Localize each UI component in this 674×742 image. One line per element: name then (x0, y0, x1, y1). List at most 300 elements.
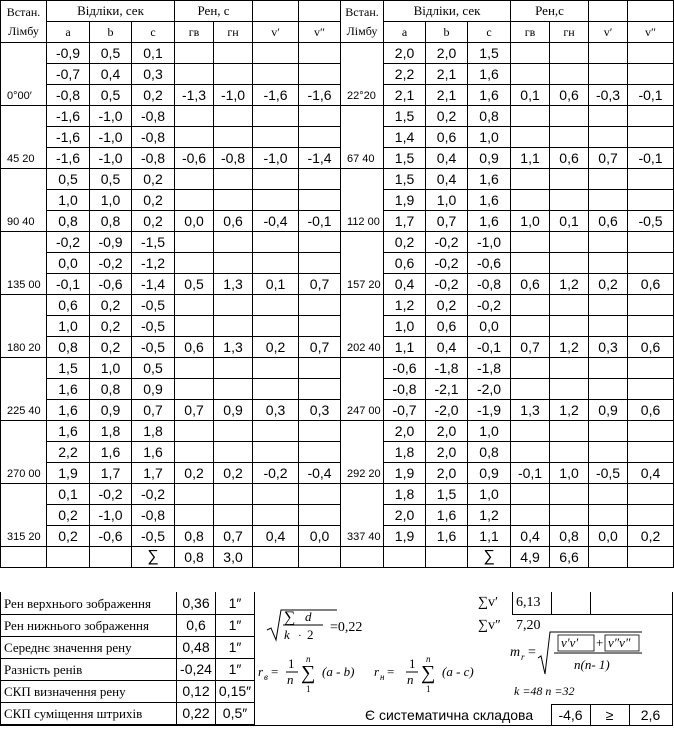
table-row (1, 526, 674, 547)
reading-c-left: 0,2 (132, 169, 175, 190)
reading-c-right: -1,9 (468, 400, 511, 421)
empty-gv-left (175, 169, 214, 190)
empty-gn-right (550, 421, 589, 442)
v2-right: 0,4 (628, 463, 674, 484)
empty-v2-right (628, 64, 674, 85)
svg-text:n: n (306, 654, 311, 664)
reading-b-left: 1,6 (90, 442, 132, 463)
empty-gv-left (175, 484, 214, 505)
empty-gv-left (175, 232, 214, 253)
reading-c-right: 1,6 (468, 85, 511, 106)
empty-gn-left (214, 64, 253, 85)
sys-grid-hline (551, 704, 673, 705)
reading-b-right: 2,0 (426, 463, 468, 484)
summary-unit: 1″ (228, 617, 242, 633)
table-row (1, 64, 674, 85)
table-row (1, 253, 674, 274)
reading-a-right: 2,1 (384, 85, 426, 106)
col-gv-left: гв (175, 22, 214, 43)
reading-b-left: 0,5 (90, 169, 132, 190)
reading-b-left: 0,8 (90, 379, 132, 400)
v2-left: -1,4 (299, 148, 341, 169)
svg-text:=: = (387, 664, 395, 679)
sums-empty-v2-right (628, 547, 674, 568)
v2-left: -1,6 (299, 85, 341, 106)
reading-b-left: 0,2 (90, 316, 132, 337)
reading-c-left: -0,5 (132, 526, 175, 547)
reading-a-left: 0,8 (47, 337, 90, 358)
summary-label: СКП суміщення штрихів (4, 706, 143, 721)
reading-a-right: 1,5 (384, 106, 426, 127)
summary-unit: 1″ (228, 639, 242, 655)
empty-v1-left (253, 442, 299, 463)
empty-v1-left (253, 43, 299, 64)
limb-setting-right: 112 00 (341, 169, 384, 232)
summary-border-left (0, 592, 1, 726)
col-gn-right: гн (550, 22, 589, 43)
reading-b-right: -0,2 (426, 232, 468, 253)
empty-v2-left (299, 421, 341, 442)
run-gv-right: 0,7 (511, 337, 550, 358)
svg-text:n(n- 1): n(n- 1) (574, 657, 610, 672)
sums-empty-left (90, 547, 132, 568)
run-header-right: Рен,с (511, 1, 589, 22)
col-v2-left: v″ (299, 22, 341, 43)
summary-label: Середнє значення рену (4, 640, 132, 655)
empty-gn-right (550, 190, 589, 211)
reading-c-left: 0,3 (132, 64, 175, 85)
run-gn-right: 0,1 (550, 211, 589, 232)
empty-v1-left (253, 106, 299, 127)
table-row (1, 106, 674, 127)
limb-setting-left: 270 00 (1, 421, 47, 484)
run-gv-left: 0,2 (175, 463, 214, 484)
empty-gv-left (175, 379, 214, 400)
empty-v1-right (589, 484, 628, 505)
reading-c-left: -0,5 (132, 316, 175, 337)
reading-a-right: 1,4 (384, 127, 426, 148)
reading-a-left: 1,0 (47, 316, 90, 337)
sum-gv-left: 0,8 (175, 547, 214, 568)
sums-empty-v2-left (299, 547, 341, 568)
empty-v2-left (299, 505, 341, 526)
summary-border-right (672, 592, 673, 726)
summary-row-divider (0, 636, 255, 637)
reading-c-right: 1,6 (468, 211, 511, 232)
empty-gn-right (550, 127, 589, 148)
empty-v2-left (299, 379, 341, 400)
empty-gn-right (550, 169, 589, 190)
empty-v2-left (299, 358, 341, 379)
sums-empty-left (47, 547, 90, 568)
empty-v1-left (253, 316, 299, 337)
empty-gv-right (511, 190, 550, 211)
reading-c-right: 0,0 (468, 316, 511, 337)
summary-label: Разність ренів (4, 662, 83, 677)
v2-left: 0,7 (299, 337, 341, 358)
col-gn-left: гн (214, 22, 253, 43)
summary-section (0, 592, 673, 726)
reading-c-left: -0,8 (132, 505, 175, 526)
run-gn-right: 0,6 (550, 148, 589, 169)
v1-left: 0,2 (253, 337, 299, 358)
summary-unit: 1″ (228, 595, 242, 611)
v2-right: 0,6 (628, 400, 674, 421)
reading-c-right: 0,9 (468, 148, 511, 169)
empty-v2-left (299, 484, 341, 505)
reading-b-right: 1,6 (426, 526, 468, 547)
empty-v2-left (299, 295, 341, 316)
svg-text:v″v″: v″v″ (608, 635, 631, 650)
reading-a-right: 1,0 (384, 316, 426, 337)
limb-setting-left: 90 40 (1, 169, 47, 232)
v2-header-left (299, 1, 341, 22)
reading-a-right: 0,4 (384, 274, 426, 295)
svg-text:d: d (305, 609, 312, 624)
reading-a-right: 2,0 (384, 421, 426, 442)
k-n-values: k =48 n =32 (514, 684, 575, 698)
empty-gn-left (214, 169, 253, 190)
table-row (1, 337, 674, 358)
sums-empty-v1-left (253, 547, 299, 568)
run-gv-right: 0,1 (511, 85, 550, 106)
col-gv-right: гв (511, 22, 550, 43)
empty-gv-left (175, 190, 214, 211)
empty-gn-right (550, 316, 589, 337)
reading-c-left: 0,2 (132, 190, 175, 211)
reading-c-right: -0,6 (468, 253, 511, 274)
reading-c-right: 1,2 (468, 505, 511, 526)
v2-right: 0,6 (628, 337, 674, 358)
run-gn-left: -1,0 (214, 85, 253, 106)
reading-a-left: -1,6 (47, 148, 90, 169)
empty-gv-right (511, 253, 550, 274)
empty-v2-right (628, 106, 674, 127)
run-gn-right: 1,2 (550, 400, 589, 421)
run-gn-left: 1,3 (214, 337, 253, 358)
reading-b-right: 0,4 (426, 169, 468, 190)
summary-label: СКП визначення рену (4, 684, 126, 699)
empty-v1-right (589, 421, 628, 442)
summary-unit-divider-b (254, 592, 255, 726)
v1-left: -1,6 (253, 85, 299, 106)
empty-gn-right (550, 484, 589, 505)
reading-a-right: 1,8 (384, 484, 426, 505)
reading-a-left: -1,6 (47, 106, 90, 127)
empty-v1-left (253, 421, 299, 442)
empty-v1-right (589, 505, 628, 526)
reading-b-right: -2,0 (426, 400, 468, 421)
reading-b-right: 0,4 (426, 337, 468, 358)
empty-v2-left (299, 442, 341, 463)
empty-gn-left (214, 106, 253, 127)
reading-b-right: 0,2 (426, 106, 468, 127)
empty-v1-right (589, 442, 628, 463)
empty-gn-right (550, 253, 589, 274)
empty-v1-right (589, 358, 628, 379)
empty-v1-left (253, 484, 299, 505)
empty-gn-left (214, 421, 253, 442)
systematic-value: -4,6 (558, 707, 583, 723)
reading-c-right: 1,1 (468, 526, 511, 547)
reading-c-right: -0,2 (468, 295, 511, 316)
limb-setting-right: 202 40 (341, 295, 384, 358)
empty-v1-right (589, 253, 628, 274)
svg-text:r: r (521, 652, 525, 662)
reading-b-right: 1,0 (426, 190, 468, 211)
empty-v2-right (628, 484, 674, 505)
reading-c-left: -0,5 (132, 337, 175, 358)
svg-text:m: m (510, 645, 521, 660)
reading-c-left: 1,7 (132, 463, 175, 484)
empty-v2-right (628, 127, 674, 148)
empty-v1-right (589, 379, 628, 400)
reading-b-right: 1,5 (426, 484, 468, 505)
empty-v2-left (299, 253, 341, 274)
v1-right: 0,3 (589, 337, 628, 358)
reading-a-left: 1,6 (47, 400, 90, 421)
empty-gv-left (175, 106, 214, 127)
reading-b-right: 1,6 (426, 505, 468, 526)
empty-gv-left (175, 127, 214, 148)
run-gn-right: 0,6 (550, 85, 589, 106)
run-gn-right: 0,8 (550, 526, 589, 547)
reading-b-left: 0,5 (90, 43, 132, 64)
empty-v2-right (628, 358, 674, 379)
col-b-right: b (426, 22, 468, 43)
station-header-right: Встан. Лімбу (341, 1, 384, 43)
sum-gv-right: 4,9 (511, 547, 550, 568)
limb-setting-right: 337 40 (341, 484, 384, 547)
table-row (1, 295, 674, 316)
empty-gn-right (550, 64, 589, 85)
sum-v2-value: 7,20 (516, 618, 541, 633)
summary-value: -0,24 (180, 661, 212, 677)
reading-b-left: 0,2 (90, 295, 132, 316)
empty-gv-right (511, 127, 550, 148)
empty-v1-right (589, 127, 628, 148)
table-row (1, 421, 674, 442)
reading-c-left: -0,2 (132, 484, 175, 505)
reading-b-left: -0,9 (90, 232, 132, 253)
empty-v2-left (299, 64, 341, 85)
v1-right: 0,6 (589, 211, 628, 232)
table-row (1, 190, 674, 211)
reading-b-left: -0,2 (90, 253, 132, 274)
reading-a-left: 1,0 (47, 190, 90, 211)
run-gv-left: -0,6 (175, 148, 214, 169)
v1-left: 0,1 (253, 274, 299, 295)
col-c-left: c (132, 22, 175, 43)
reading-a-right: 1,5 (384, 148, 426, 169)
reading-c-left: 1,8 (132, 421, 175, 442)
empty-v2-right (628, 169, 674, 190)
summary-row-divider (0, 658, 255, 659)
empty-gv-right (511, 358, 550, 379)
reading-b-left: 1,0 (90, 358, 132, 379)
v1-left: -1,0 (253, 148, 299, 169)
reading-b-right: 0,2 (426, 295, 468, 316)
sums-row (1, 547, 674, 568)
reading-a-left: 1,5 (47, 358, 90, 379)
run-header-left: Рен, с (175, 1, 253, 22)
reading-b-left: 0,5 (90, 85, 132, 106)
reading-b-left: -0,6 (90, 526, 132, 547)
empty-v1-left (253, 190, 299, 211)
reading-b-left: -1,0 (90, 505, 132, 526)
reading-c-left: 0,2 (132, 211, 175, 232)
sums-grid-vline-3 (590, 592, 591, 614)
empty-v2-left (299, 169, 341, 190)
reading-a-right: 2,0 (384, 43, 426, 64)
table-row (1, 211, 674, 232)
table-row (1, 400, 674, 421)
v1-left: 0,4 (253, 526, 299, 547)
mr-formula-icon (508, 630, 648, 680)
reading-b-right: 2,0 (426, 421, 468, 442)
reading-a-left: -0,8 (47, 85, 90, 106)
empty-gv-right (511, 505, 550, 526)
svg-text:(a - c): (a - c) (442, 664, 474, 679)
reading-b-left: -1,0 (90, 106, 132, 127)
reading-a-left: 0,0 (47, 253, 90, 274)
empty-v2-right (628, 232, 674, 253)
empty-v2-left (299, 43, 341, 64)
run-gv-left: 0,7 (175, 400, 214, 421)
reading-c-left: -1,2 (132, 253, 175, 274)
reading-c-right: 1,6 (468, 190, 511, 211)
svg-text:2: 2 (307, 627, 314, 642)
empty-v2-right (628, 505, 674, 526)
sum-v1-value: 6,13 (516, 595, 541, 610)
reading-b-left: -0,6 (90, 274, 132, 295)
empty-gv-right (511, 379, 550, 400)
reading-a-right: 1,5 (384, 169, 426, 190)
svg-text:∑: ∑ (421, 662, 436, 684)
run-gv-right: 0,4 (511, 526, 550, 547)
empty-gn-right (550, 379, 589, 400)
reading-b-left: 0,8 (90, 211, 132, 232)
run-gv-right: 1,1 (511, 148, 550, 169)
reading-c-left: -0,8 (132, 148, 175, 169)
run-gn-left: 0,2 (214, 463, 253, 484)
reading-c-left: 0,7 (132, 400, 175, 421)
svg-text:=: = (528, 645, 536, 660)
v1-right: 0,7 (589, 148, 628, 169)
limb-setting-left: 225 40 (1, 358, 47, 421)
empty-gn-left (214, 253, 253, 274)
reading-c-left: -1,5 (132, 232, 175, 253)
empty-gv-left (175, 295, 214, 316)
empty-v2-left (299, 232, 341, 253)
run-gv-left: -1,3 (175, 85, 214, 106)
ge-symbol: ≥ (605, 707, 614, 723)
empty-v1-right (589, 316, 628, 337)
v1-header-right-top (589, 1, 628, 22)
limb-setting-right: 157 20 (341, 232, 384, 295)
run-gv-right: -0,1 (511, 463, 550, 484)
reading-b-left: 1,7 (90, 463, 132, 484)
limb-setting-left: 45 20 (1, 106, 47, 169)
table-row (1, 505, 674, 526)
run-gn-left: -0,8 (214, 148, 253, 169)
sums-empty-right (341, 547, 384, 568)
reading-b-left: -1,0 (90, 148, 132, 169)
table-row (1, 169, 674, 190)
empty-gv-right (511, 316, 550, 337)
sums-empty-v1-right (589, 547, 628, 568)
svg-text:r: r (258, 664, 264, 679)
v1-right: -0,5 (589, 463, 628, 484)
empty-v1-left (253, 64, 299, 85)
svg-text:n: n (287, 672, 294, 687)
sums-grid-line (512, 614, 673, 615)
run-gn-left: 0,9 (214, 400, 253, 421)
run-gn-right: 1,2 (550, 274, 589, 295)
table-row (1, 85, 674, 106)
v2-right: -0,1 (628, 148, 674, 169)
reading-a-right: 0,2 (384, 232, 426, 253)
reading-b-right: 2,0 (426, 43, 468, 64)
reading-a-right: 1,1 (384, 337, 426, 358)
empty-gn-left (214, 442, 253, 463)
v1-left: 0,3 (253, 400, 299, 421)
v2-right: 0,6 (628, 274, 674, 295)
empty-v2-right (628, 295, 674, 316)
limb-setting-left: 315 20 (1, 484, 47, 547)
v2-left: 0,3 (299, 400, 341, 421)
empty-gv-left (175, 442, 214, 463)
svg-text:1: 1 (288, 656, 295, 671)
run-gv-right: 1,0 (511, 211, 550, 232)
v1-left: -0,2 (253, 463, 299, 484)
reading-c-right: 1,6 (468, 64, 511, 85)
svg-text:=: = (271, 664, 279, 679)
sum-gn-right: 6,6 (550, 547, 589, 568)
sum-symbol-left: ∑ (132, 547, 175, 568)
run-gn-left: 0,7 (214, 526, 253, 547)
reading-b-right: 2,1 (426, 85, 468, 106)
reading-a-right: -0,6 (384, 358, 426, 379)
summary-row-divider (0, 702, 255, 703)
empty-gv-left (175, 64, 214, 85)
v2-left: -0,1 (299, 211, 341, 232)
svg-text:·: · (298, 630, 302, 642)
limb-setting-right: 22°20 (341, 43, 384, 106)
reading-b-left: -1,0 (90, 127, 132, 148)
reading-c-right: 0,9 (468, 463, 511, 484)
reading-b-left: 0,4 (90, 64, 132, 85)
reading-a-left: 1,6 (47, 379, 90, 400)
summary-unit: 1″ (228, 661, 242, 677)
empty-gv-left (175, 421, 214, 442)
empty-gv-right (511, 442, 550, 463)
empty-v2-right (628, 43, 674, 64)
empty-v2-left (299, 127, 341, 148)
run-gv-left: 0,6 (175, 337, 214, 358)
empty-v1-left (253, 169, 299, 190)
empty-v1-left (253, 232, 299, 253)
reading-a-left: 0,5 (47, 169, 90, 190)
empty-v2-left (299, 190, 341, 211)
reading-c-right: -0,1 (468, 337, 511, 358)
empty-v1-right (589, 295, 628, 316)
summary-value: 0,36 (182, 595, 210, 611)
reading-a-right: 0,6 (384, 253, 426, 274)
reading-a-left: -0,2 (47, 232, 90, 253)
empty-gv-right (511, 106, 550, 127)
empty-v2-left (299, 106, 341, 127)
